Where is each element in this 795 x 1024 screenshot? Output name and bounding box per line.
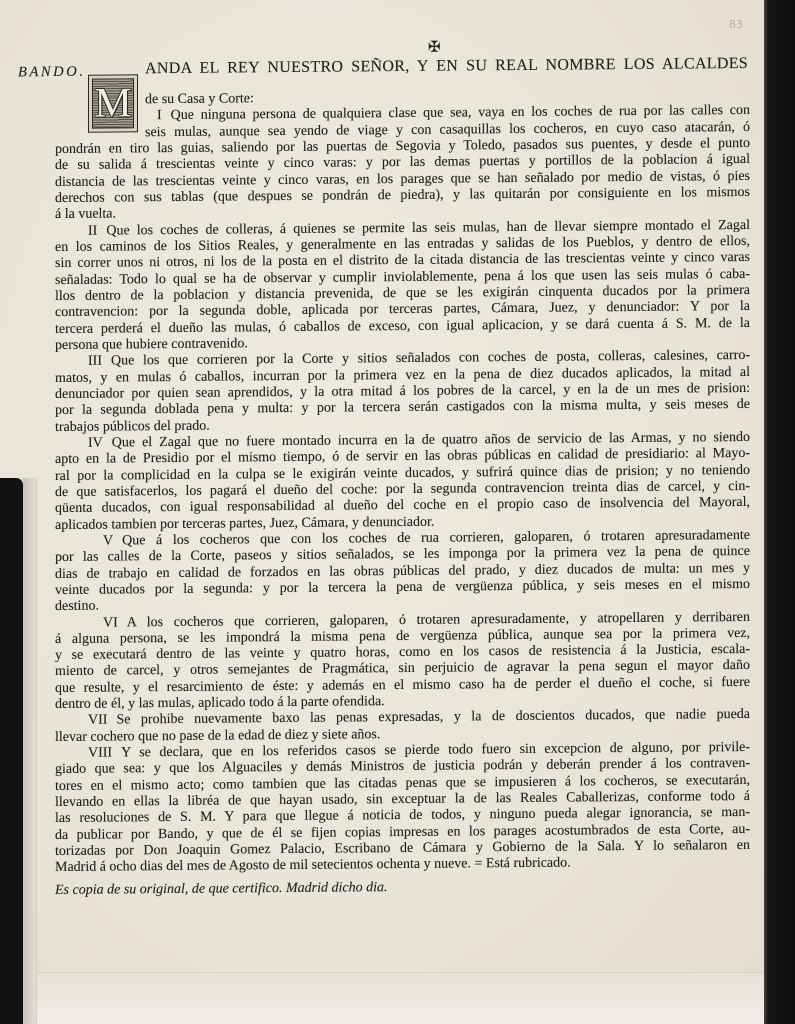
line-text: aplicados tambien por terceras partes, Juez, Cámara, y denunciador. <box>55 514 435 533</box>
line-text: persona que hubiere contravenido. <box>55 336 248 353</box>
folio-number: 83 <box>729 18 743 31</box>
document-title: BANDO. <box>18 63 86 81</box>
line-text: Y se declara, que en los referidos casos se pierde todo fuero sin excepcion de alguno, por privile- <box>121 740 750 761</box>
document-body <box>55 87 750 899</box>
initial-letter: M <box>94 80 132 127</box>
line-text: matos, y en mulas ó caballos, incurran por la primera vez en la pena de diez ducados aplicados, la mitad al <box>55 364 750 386</box>
line-text: denunciador por quien sean aprendidos, y la otra mitad á los pobres de la carcel, y en la de un mes de prision: <box>55 380 750 402</box>
line-text: á la vuelta. <box>55 206 117 223</box>
line-text: por las calles de la Corte, paseos y sitios señalados, se les imponga por la primera vez la pena de quince <box>55 544 750 566</box>
line-text: Que los que corrieren por la Corte y sitios señalados con coches de posta, colleras, calesines, carro- <box>111 348 750 369</box>
article-numeral: I <box>157 108 162 124</box>
cross-ornament: ✠ <box>428 37 441 56</box>
article-iv <box>55 430 750 534</box>
line-text: llos dentro de la poblacion y distancia prevenida, de que se les exigirán cinquenta ducados por la primera <box>55 282 750 304</box>
article-numeral: II <box>88 223 98 239</box>
line-text: llevando en ellas la libréa de que hayan usado, sin exceptuar la de las Reales Caballerizas, conforme todo á <box>55 789 750 811</box>
line-text: que resulte, y el resarcimiento de éste: y además en el mismo caso ha de perder el dueño el coche, si fuere <box>55 674 750 696</box>
line-text: sin correr unos ni otros, ni los de la posta en el distrito de la citada distancia de las trescientas veinte y cinco varas <box>55 250 750 272</box>
line-text: pondrán en tiro las guias, saliendo por las puertas de Segovia y Toledo, pasados sus puentes, y desde el punto <box>55 135 750 157</box>
line-text: tercera perderá el dueño las mulas, ó caballos de exceso, con igual aplicacion, y se dará cuenta á S. M. de la <box>55 315 750 337</box>
heading-continuation: de su Casa y Corte: <box>145 91 254 108</box>
line-text: en los caminos de los Sitios Reales, y generalmente en las entradas y salidas de los Pueblos, y dentro de ellos, <box>55 233 750 255</box>
line-text: contravencion: por la segunda doble, aplicada por terceras partes, Cámara, Juez, y denunciador: Y por la <box>55 299 750 321</box>
line-text: señaladas: Todo lo qual se ha de observar y cumplir inviolablemente, pena á los que usen las seis mulas ó caba- <box>55 266 750 288</box>
line-text: de que satisfacerlos, los pagará el dueño del coche: por la segunda contravencion treinta dias de carcel, y cin- <box>55 478 750 500</box>
line-text: llevar cochero que no pase de la edad de diez y siete años. <box>55 726 381 745</box>
line-text: destino. <box>55 598 99 615</box>
line-text: Que los coches de colleras, á quienes se permite las seis mulas, han de llevar siempre montado el Zagal <box>106 217 750 239</box>
article-numeral: VI <box>103 614 118 631</box>
line-text: Que ninguna persona de qualquiera clase que sea, vaya en los coches de rua por las calles con <box>170 103 750 124</box>
line-text: trabajos públicos del prado. <box>55 418 210 435</box>
article-numeral: III <box>88 353 102 369</box>
line-text: torizadas por Don Joaquin Gomez Palacio, Escribano de Cámara y Gobierno de la Sala. Y lo señalaron en <box>55 838 750 860</box>
line-text: dentro de él, y las mulas, aplicado todo á la parte ofendida. <box>55 694 385 713</box>
line-text: de su salida á trescientas veinte y cinco varas: y por las demas puertas y portillos de la poblacion á igual <box>55 152 750 174</box>
line-text: A los cocheros que corrieren, galoparen, ó trotaren apresuradamente, y atropellaren y derribaren <box>126 609 750 630</box>
line-text: apto en la de Presidio por el mismo tiempo, ó de servir en las obras públicas en calidad de presidiario: al Mayo- <box>55 446 750 468</box>
line-text: seis mulas, aunque sea yendo de viage y con casaquillas los cocheros, en cuyo caso atacarán, ó <box>145 119 750 140</box>
article-viii <box>55 740 750 877</box>
line-text: Madrid á ocho dias del mes de Agosto de mil setecientos ochenta y nueve. = Está rubricado. <box>55 855 571 876</box>
line-text: y se executará dentro de las veinte y quatro horas, como en los casos de resistencia á la Justicia, escala- <box>55 642 750 664</box>
line-text: derechos con sus tablas (que despues se pondrán de piedra), y las quitarán por consiguiente en los mismos <box>55 184 750 206</box>
line-text: dias de trabajo en calidad de forzados en las obras públicas del prado, y diez ducados de multa: un mes y <box>55 560 750 582</box>
article-iii <box>55 348 750 436</box>
article-numeral: IV <box>88 435 103 451</box>
line-text: las resoluciones de S. M. Y para que llegue á noticia de todos, y ninguno pueda alegar ignorancia, se man- <box>55 805 750 827</box>
line-text: da publicar por Bando, y que de él se fijen copias impresas en los parages acostumbrados de esta Corte, au- <box>55 821 750 843</box>
line-text: tores en el mismo acto; como tambien que las citadas penas que se impusieren á los cocheros, se executarán, <box>55 772 750 794</box>
line-text: por la segunda doblada pena y multa: y por la tercera serán castigados con la misma multa, y seis meses de <box>55 397 750 419</box>
line-text: Que á los cocheros que con los coches de rua corrieren, galoparen, ó trotaren apresuradamente <box>122 527 750 549</box>
articles <box>55 103 750 876</box>
article-numeral: VII <box>88 713 108 729</box>
line-text: giado que sea: y que los Alguaciles y demás Ministros de justicia podrán y deberán prender á los contraven- <box>55 756 750 778</box>
article-vi <box>55 609 750 713</box>
article-numeral: VIII <box>88 745 113 761</box>
article-numeral: V <box>103 533 114 549</box>
line-text: qüenta ducados, con igual responsabilidad al dueño del coche en el propio caso de insolvencia del Mayoral, <box>55 495 750 517</box>
line-text: miento de carcel, y otros semejantes de Pragmática, sin perjuicio de agravar la pena segun el mayor daño <box>55 658 750 680</box>
line-text: ral por la complicidad en la culpa se le exigirán veinte ducados, y sufrirá quince dias de prision; y no teniendo <box>55 462 750 484</box>
line-text: distancia de las trescientas veinte y cinco varas, en los parages que se han señalado por medio de vistas, ó pies <box>55 168 750 190</box>
article-v <box>55 528 750 616</box>
article-i <box>55 103 750 223</box>
line-text: veinte ducados por la segunda: y por la tercera la pena de vergüenza pública, y seis meses en el mismo <box>55 576 750 598</box>
heading-line: ANDA EL REY NUESTRO SEÑOR, Y EN SU REAL NOMBRE LOS ALCALDES <box>145 54 748 78</box>
line-text: Que el Zagal que no fuere montado incurra en la de quatro años de servicio de las Armas, y no siendo <box>111 429 750 451</box>
line-text: á alguna persona, se les impondrá la misma pena de vergüenza pública, aunque sea por la primera vez, <box>55 625 750 647</box>
line-text: Se prohibe nuevamente baxo las penas expresadas, y la de doscientos ducados, que nadie pueda <box>116 707 750 728</box>
article-ii <box>55 218 750 355</box>
certification-note: Es copia de su original, de que certifico. Madrid dicho dia. <box>55 879 388 898</box>
